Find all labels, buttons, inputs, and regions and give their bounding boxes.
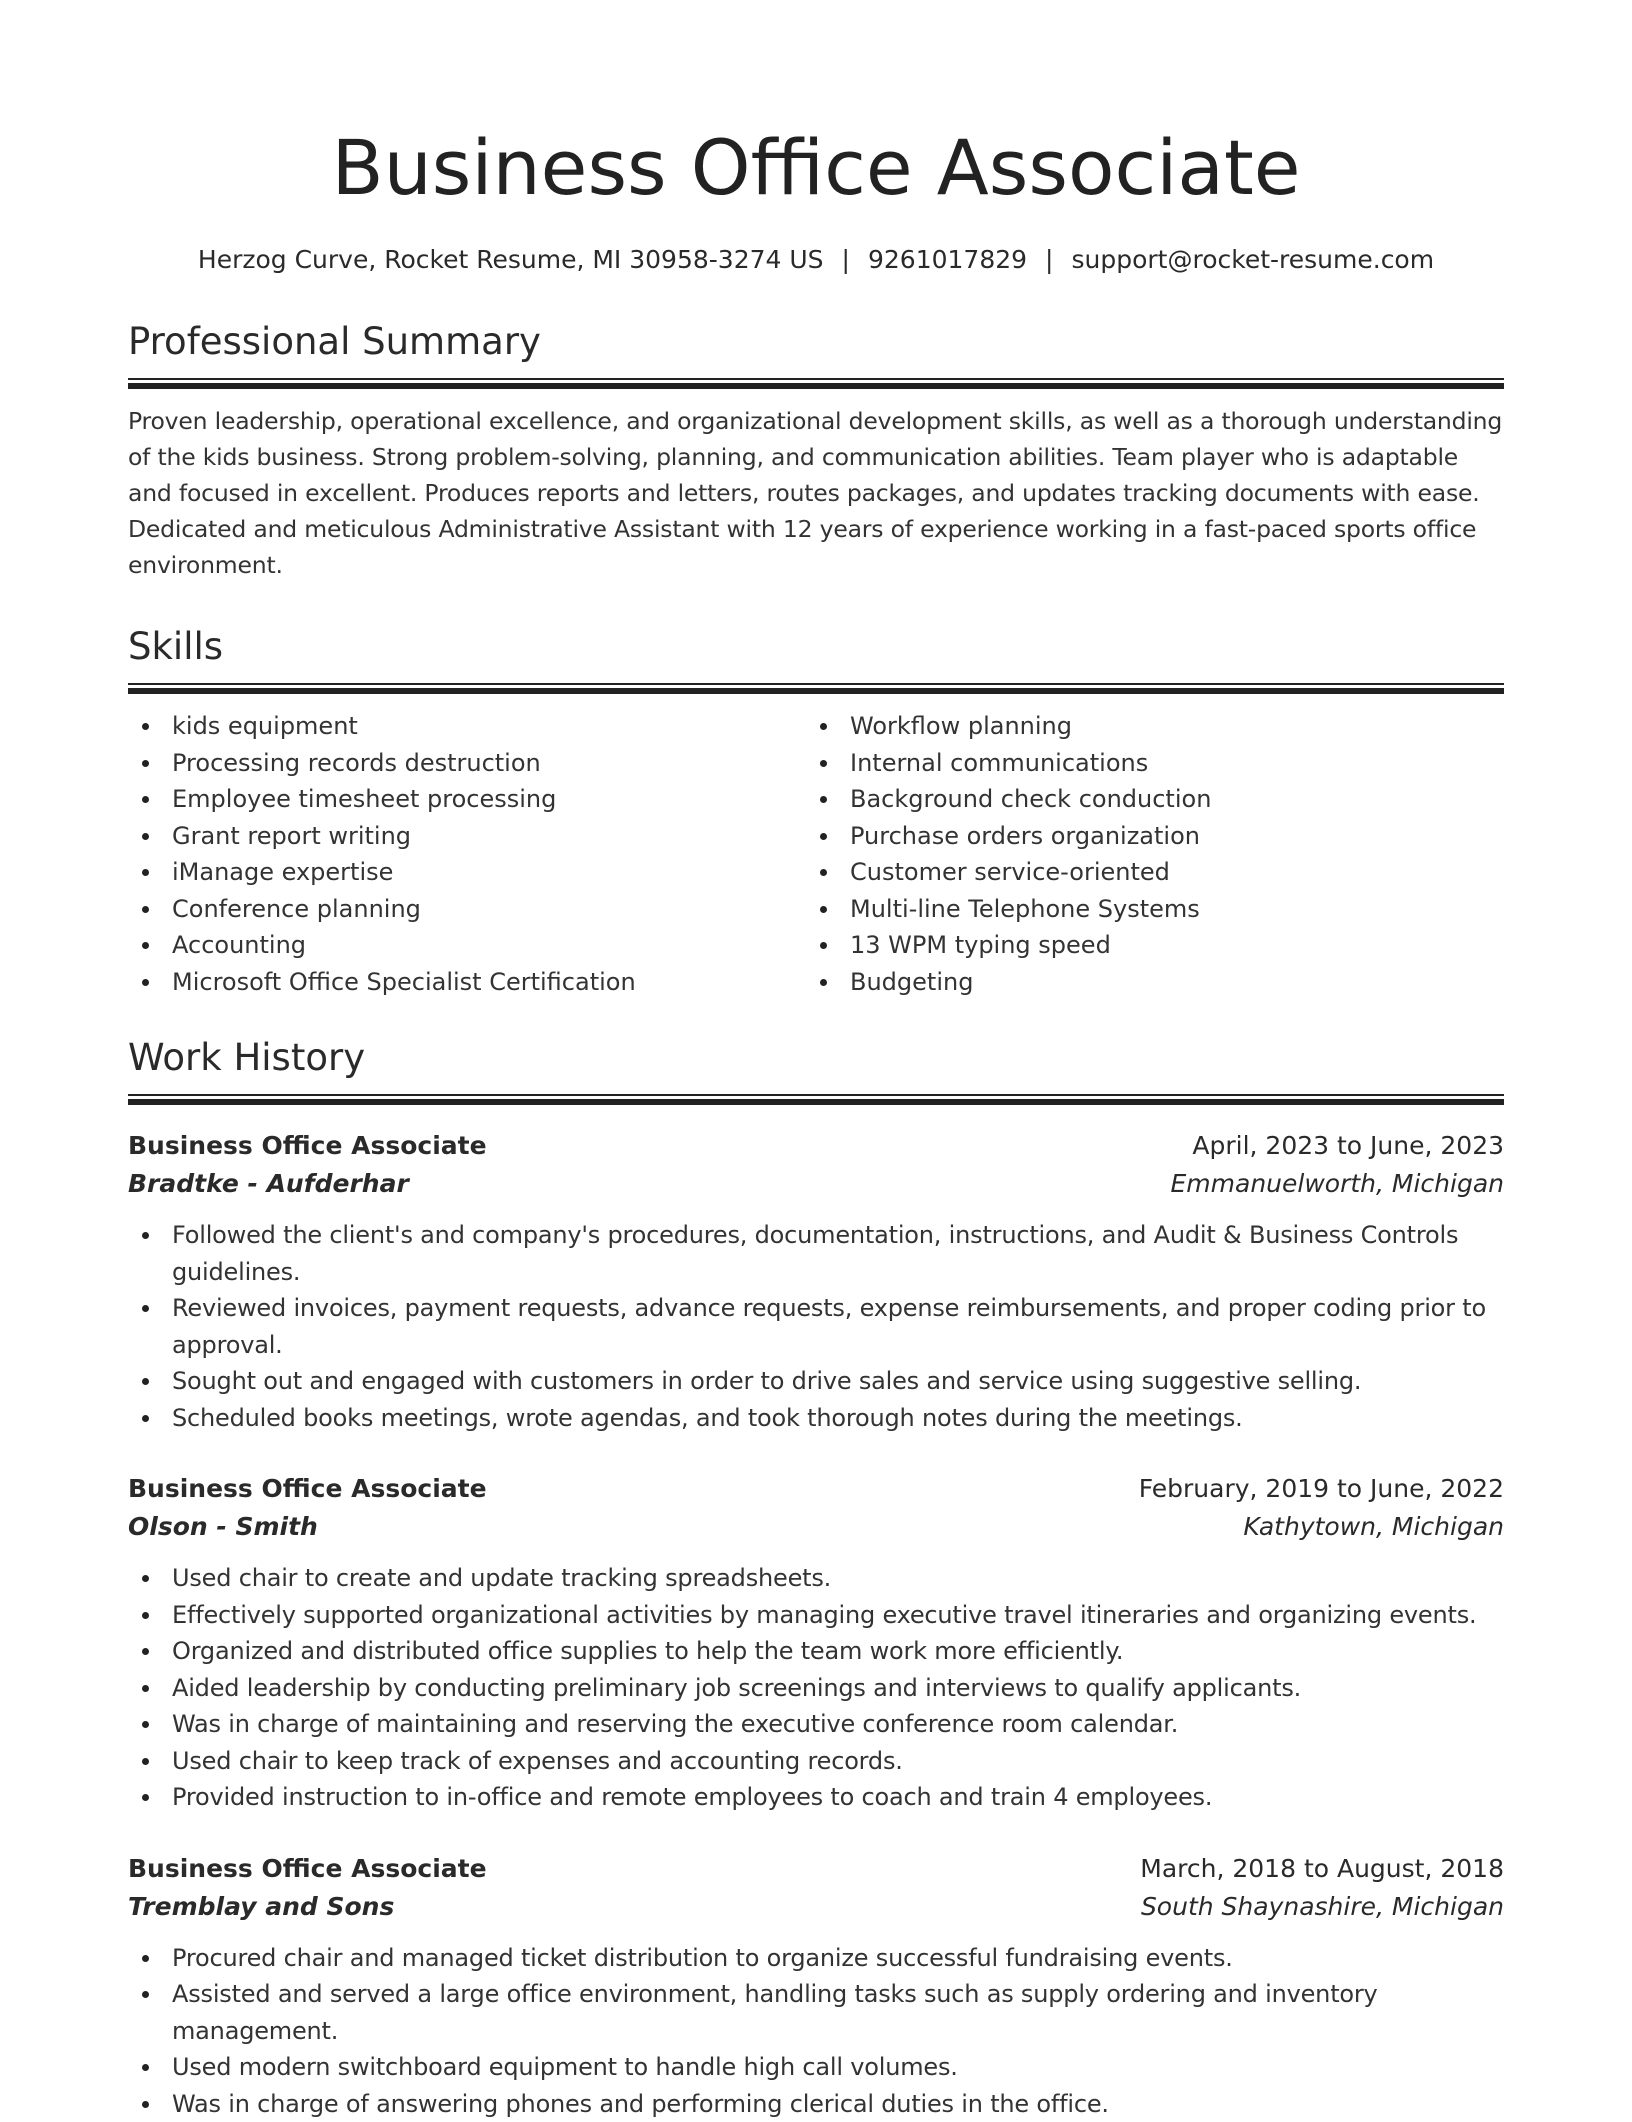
- resume-page: [128, 0, 1504, 2122]
- contact-line: [128, 242, 1504, 278]
- summary-heading: Professional Summary: [128, 318, 1504, 366]
- job-company: Olson - Smith: [128, 1508, 318, 1546]
- job-bullet: Sought out and engaged with customers in order to drive sales and service using suggestive selling.: [128, 1363, 1504, 1400]
- job-company-row: [128, 1508, 1504, 1546]
- job-dates: February, 2019 to June, 2022: [1139, 1470, 1504, 1508]
- skill-item: Conference planning: [128, 891, 806, 928]
- skill-item: Employee timesheet processing: [128, 781, 806, 818]
- job-bullet: Used chair to create and update tracking spreadsheets.: [128, 1560, 1504, 1597]
- skill-item: Multi-line Telephone Systems: [806, 891, 1484, 928]
- section-divider: [128, 683, 1504, 694]
- job-bullet: Aided leadership by conducting preliminary job screenings and interviews to qualify applicants.: [128, 1670, 1504, 1707]
- job-bullet: Used modern switchboard equipment to handle high call volumes.: [128, 2049, 1504, 2086]
- section-divider: [128, 378, 1504, 389]
- job-company-row: [128, 1165, 1504, 1203]
- skills-heading: Skills: [128, 623, 1504, 671]
- contact-address: Herzog Curve, Rocket Resume, MI 30958-3274 US: [198, 245, 824, 274]
- skill-item: 13 WPM typing speed: [806, 927, 1484, 964]
- skills-column-right: [806, 708, 1484, 1000]
- job-title: Business Office Associate: [128, 1850, 487, 1888]
- job-bullet: Followed the client's and company's procedures, documentation, instructions, and Audit & Business Controls guidelines.: [128, 1217, 1504, 1290]
- job-bullet: Scheduled books meetings, wrote agendas, and took thorough notes during the meetings.: [128, 1400, 1504, 1437]
- skill-item: Customer service-oriented: [806, 854, 1484, 891]
- job-bullet: Reviewed invoices, payment requests, advance requests, expense reimbursements, and proper coding prior to approval.: [128, 1290, 1504, 1363]
- job-bullet: Effectively supported organizational activities by managing executive travel itineraries and organizing events.: [128, 1597, 1504, 1634]
- skills-column-left: [128, 708, 806, 1000]
- skill-item: Background check conduction: [806, 781, 1484, 818]
- contact-phone: 9261017829: [868, 245, 1027, 274]
- job-bullet: Procured chair and managed ticket distribution to organize successful fundraising events.: [128, 1940, 1504, 1977]
- job-bullets: [128, 1560, 1504, 1816]
- job-bullet: Was in charge of answering phones and performing clerical duties in the office.: [128, 2086, 1504, 2122]
- skill-item: Processing records destruction: [128, 745, 806, 782]
- skill-item: Internal communications: [806, 745, 1484, 782]
- job-dates: March, 2018 to August, 2018: [1140, 1850, 1504, 1888]
- work-history-heading: Work History: [128, 1034, 1504, 1082]
- job-bullet: Organized and distributed office supplies to help the team work more efficiently.: [128, 1633, 1504, 1670]
- candidate-name: Business Office Associate: [128, 118, 1504, 218]
- job-company: Bradtke - Aufderhar: [128, 1165, 409, 1203]
- skill-item: Purchase orders organization: [806, 818, 1484, 855]
- job-bullet: Assisted and served a large office environment, handling tasks such as supply ordering and inventory management.: [128, 1976, 1504, 2049]
- contact-separator: |: [824, 245, 868, 274]
- job-title-row: [128, 1127, 1504, 1165]
- summary-text: Proven leadership, operational excellence, and organizational development skills, as well as a thorough understanding of the kids business. Strong problem-solving, planning, and communication abilities. Team player who is adaptable and focused in excellent. Produces reports and letters, routes packages, and updates tracking documents with ease. Dedicated and meticulous Administrative Assistant with 12 years of experience working in a fast-paced sports office environment.: [128, 403, 1504, 583]
- contact-separator: |: [1027, 245, 1071, 274]
- job-location: Emmanuelworth, Michigan: [1171, 1165, 1504, 1203]
- job-title-row: [128, 1850, 1504, 1888]
- job-bullets: [128, 1940, 1504, 2122]
- job-entry: [128, 1850, 1504, 2122]
- job-location: South Shaynashire, Michigan: [1141, 1888, 1504, 1926]
- job-bullet: Provided instruction to in-office and remote employees to coach and train 4 employees.: [128, 1779, 1504, 1816]
- job-title-row: [128, 1470, 1504, 1508]
- job-company-row: [128, 1888, 1504, 1926]
- job-bullets: [128, 1217, 1504, 1436]
- skills-list: [128, 708, 1504, 1000]
- job-dates: April, 2023 to June, 2023: [1192, 1127, 1504, 1165]
- skill-item: kids equipment: [128, 708, 806, 745]
- job-location: Kathytown, Michigan: [1243, 1508, 1504, 1546]
- skill-item: Budgeting: [806, 964, 1484, 1001]
- skill-item: Accounting: [128, 927, 806, 964]
- job-title: Business Office Associate: [128, 1127, 487, 1165]
- contact-email: support@rocket-resume.com: [1071, 245, 1434, 274]
- job-entry: [128, 1127, 1504, 1436]
- job-company: Tremblay and Sons: [128, 1888, 394, 1926]
- job-entry: [128, 1470, 1504, 1816]
- job-bullet: Used chair to keep track of expenses and accounting records.: [128, 1743, 1504, 1780]
- section-divider: [128, 1094, 1504, 1105]
- skill-item: Microsoft Office Specialist Certification: [128, 964, 806, 1001]
- skill-item: Grant report writing: [128, 818, 806, 855]
- skill-item: Workflow planning: [806, 708, 1484, 745]
- job-bullet: Was in charge of maintaining and reserving the executive conference room calendar.: [128, 1706, 1504, 1743]
- job-title: Business Office Associate: [128, 1470, 487, 1508]
- skill-item: iManage expertise: [128, 854, 806, 891]
